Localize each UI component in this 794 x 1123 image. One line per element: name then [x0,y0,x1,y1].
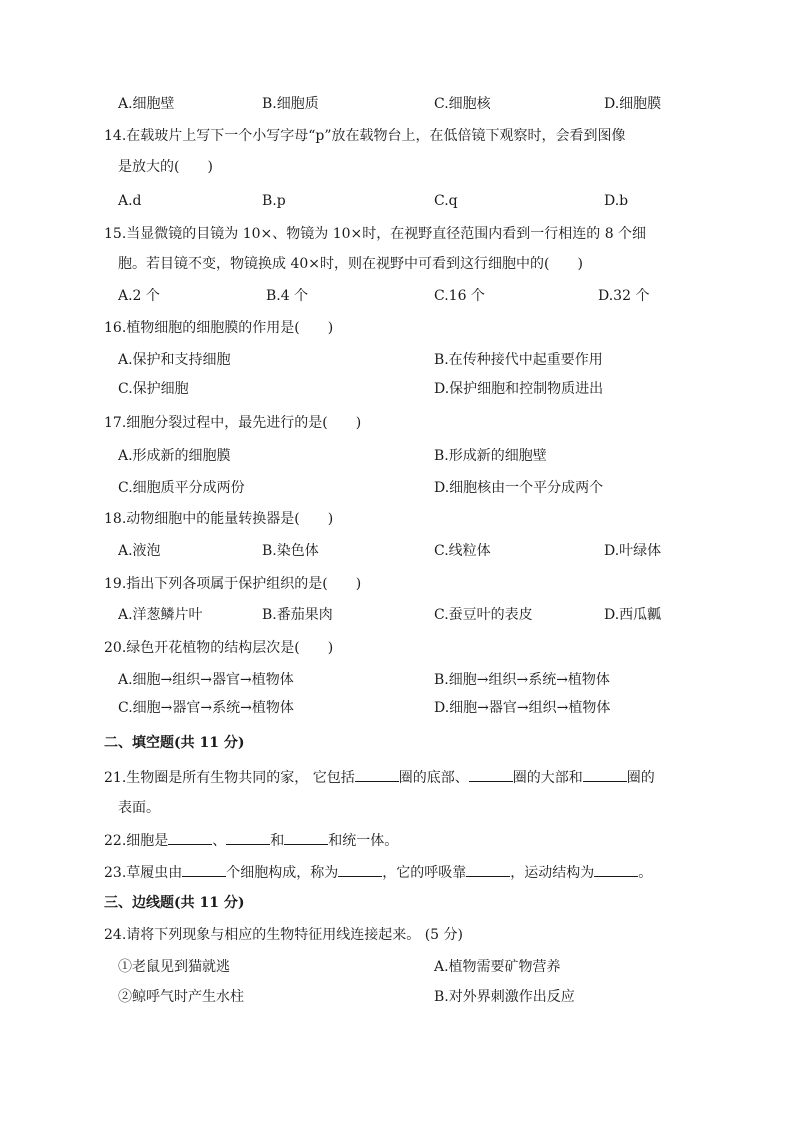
q14-option-b: B.p [262,193,286,209]
q13-option-b: B.细胞质 [262,96,319,112]
q23-text-4: ，运动结构为 [510,865,595,881]
q24-left-item-1[interactable]: ①老鼠见到猫就逃 [118,959,230,975]
q14-option-d: D.b [604,193,629,209]
q16-option-a: A.保护和支持细胞 [118,352,231,368]
q22-blank-2[interactable] [226,830,270,845]
section-matching-title: 三、边线题(共 11 分) [104,895,245,911]
q19-option-d: D.西瓜瓤 [604,607,662,623]
q23-blank-3[interactable] [466,862,510,877]
q19-option-b: B.番茄果肉 [262,607,333,623]
q21-text-4: 圈的 [626,770,655,786]
q23-blank-2[interactable] [338,862,382,877]
q13-option-c: C.细胞核 [434,96,491,112]
q14-option-c: C.q [434,193,458,209]
q16-option-d: D.保护细胞和控制物质进出 [434,381,604,397]
q18-option-c: C.线粒体 [434,543,491,559]
q15-option-a: A.2 个 [118,288,160,304]
q13-option-a: A.细胞壁 [118,96,175,112]
q22-blank-3[interactable] [284,830,328,845]
q22-text-3: 和 [270,833,285,849]
q19-option-c: C.蚕豆叶的表皮 [434,607,533,623]
q22-text-4: 和统一体。 [328,833,399,849]
q23-blank-4[interactable] [594,862,638,877]
q22-text-1: 22.细胞是 [104,833,169,849]
q17-option-d: D.细胞核由一个平分成两个 [434,480,604,496]
q15-question: 15.当显微镜的目镜为 10×、物镜为 10×时，在视野直径范围内看到一行相连的 8 个细 [104,226,647,242]
q22-question [104,830,398,851]
q20-option-b: B.细胞→组织→系统→植物体 [434,672,610,688]
q14-question: 14.在载玻片上写下一个小写字母“p”放在载物台上，在低倍镜下观察时，会看到图像 [104,128,626,144]
q21-blank-2[interactable] [469,767,513,782]
q23-blank-1[interactable] [182,862,226,877]
q20-option-c: C.细胞→器官→系统→植物体 [118,700,294,716]
q20-option-a: A.细胞→组织→器官→植物体 [118,672,294,688]
q15-option-d: D.32 个 [598,288,650,304]
q21-text-1: 21.生物圈是所有生物共同的家， 它包括 [104,770,355,786]
q23-text-1: 23.草履虫由 [104,865,183,881]
q21-blank-1[interactable] [355,767,399,782]
q23-text-5: 。 [638,865,653,881]
q23-text-3: ，它的呼吸靠 [382,865,467,881]
q15-option-c: C.16 个 [434,288,485,304]
q20-question: 20.绿色开花植物的结构层次是( ) [104,640,334,656]
q22-text-2: 、 [212,833,227,849]
q23-text-2: 个细胞构成，称为 [226,865,339,881]
q22-blank-1[interactable] [168,830,212,845]
section-fill-in-title: 二、填空题(共 11 分) [104,735,245,751]
q21-text-3: 圈的大部和 [512,770,583,786]
q16-option-b: B.在传种接代中起重要作用 [434,352,603,368]
q20-option-d: D.细胞→器官→组织→植物体 [434,700,611,716]
q16-option-c: C.保护细胞 [118,381,189,397]
q18-option-b: B.染色体 [262,543,319,559]
q14-question-cont: 是放大的( ) [118,159,213,175]
q24-right-item-a[interactable]: A.植物需要矿物营养 [434,959,561,975]
q15-question-cont: 胞。若目镜不变，物镜换成 40×时，则在视野中可看到这行细胞中的( ) [118,256,583,272]
q16-question: 16.植物细胞的细胞膜的作用是( ) [104,320,334,336]
q21-text-2: 圈的底部、 [398,770,469,786]
q18-option-d: D.叶绿体 [604,543,662,559]
q13-option-d: D.细胞膜 [604,96,662,112]
q24-right-item-b[interactable]: B.对外界刺激作出反应 [434,989,575,1005]
q23-question [104,862,652,883]
q19-question: 19.指出下列各项属于保护组织的是( ) [104,576,362,592]
q15-option-b: B.4 个 [266,288,309,304]
q21-blank-3[interactable] [583,767,627,782]
q17-option-a: A.形成新的细胞膜 [118,448,231,464]
q24-question: 24.请将下列现象与相应的生物特征用线连接起来。 (5 分) [104,927,463,943]
q21-question [104,767,655,788]
q19-option-a: A.洋葱鳞片叶 [118,607,203,623]
q24-left-item-2[interactable]: ②鲸呼气时产生水柱 [118,989,244,1005]
q17-question: 17.细胞分裂过程中，最先进行的是( ) [104,415,362,431]
q18-question: 18.动物细胞中的能量转换器是( ) [104,511,334,527]
q21-question-cont: 表面。 [118,800,160,816]
q17-option-c: C.细胞质平分成两份 [118,480,245,496]
q17-option-b: B.形成新的细胞壁 [434,448,547,464]
q14-option-a: A.d [118,193,142,209]
q18-option-a: A.液泡 [118,543,161,559]
